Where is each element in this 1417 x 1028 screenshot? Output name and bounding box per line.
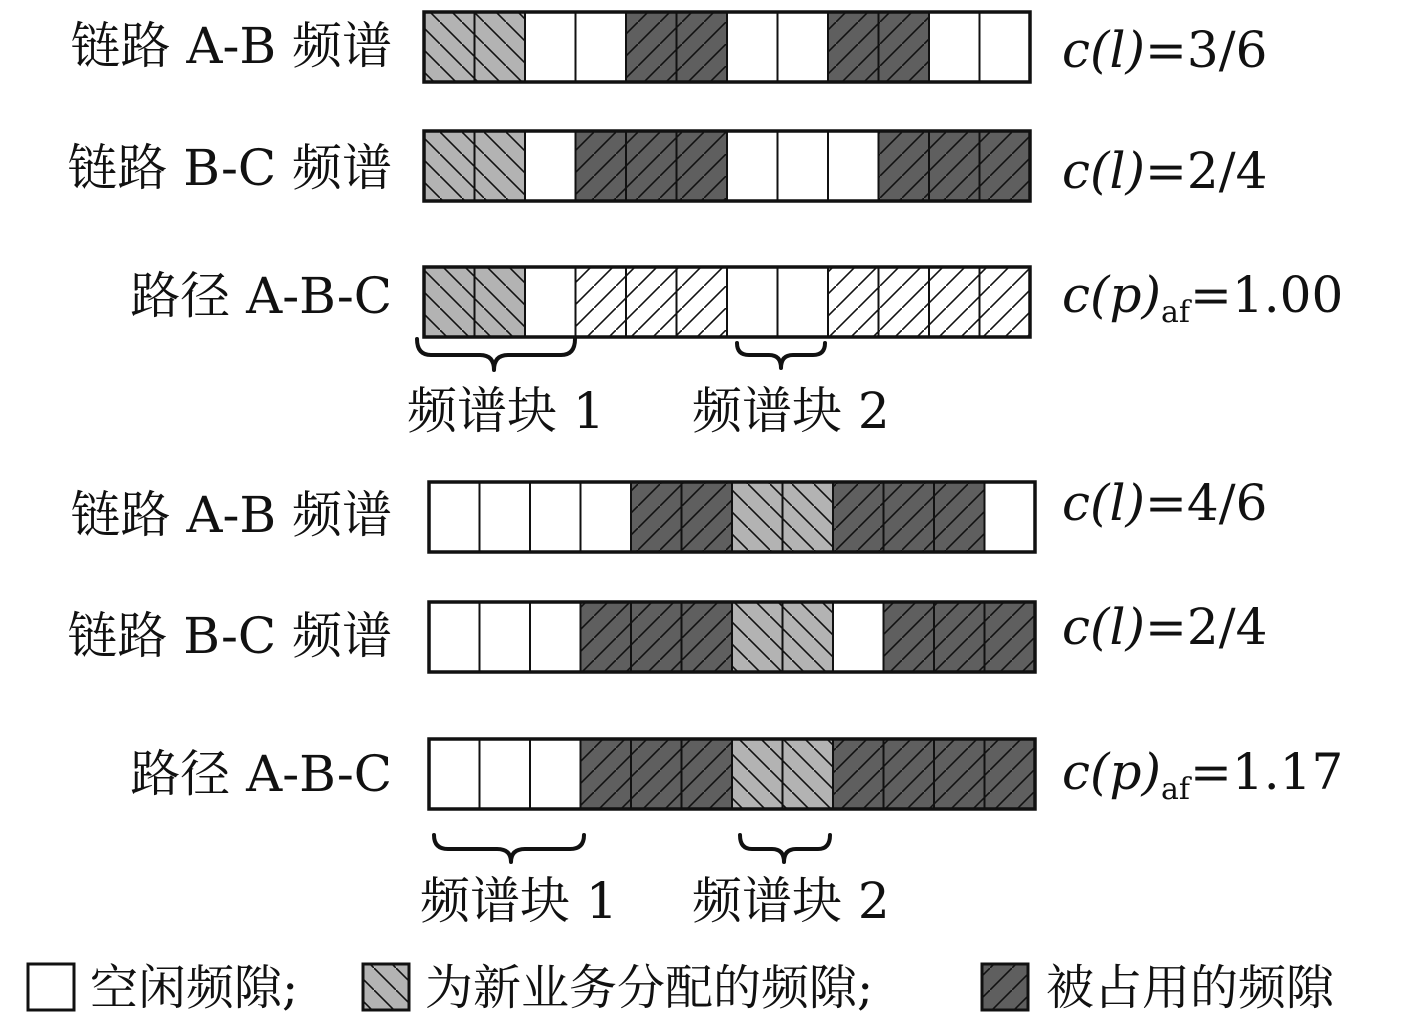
- free-slot: [581, 482, 632, 552]
- legend: [28, 960, 1335, 1016]
- new-allocation-slot-hatch: [783, 739, 834, 809]
- occupied-slot-hatch: [884, 602, 935, 672]
- free-slot: [530, 739, 581, 809]
- occupied-slot-hatch: [884, 482, 935, 552]
- row-label: 链路 B-C 频谱: [67, 139, 392, 197]
- link-metric: c(l)=3/6: [1062, 21, 1268, 79]
- occupied-slot-hatch: [677, 131, 728, 201]
- free-slot: [525, 267, 576, 337]
- occupied-slot-hatch: [985, 739, 1036, 809]
- legend-label-new: 为新业务分配的频隙;: [425, 960, 874, 1016]
- occupied-slot-hatch: [631, 602, 682, 672]
- free-slot: [778, 12, 829, 82]
- new-allocation-slot-hatch: [424, 267, 475, 337]
- free-slot: [480, 739, 531, 809]
- occupied-slot-hatch: [934, 602, 985, 672]
- occupied-slot-hatch: [985, 602, 1036, 672]
- free-slot: [985, 482, 1036, 552]
- free-slot: [525, 131, 576, 201]
- blocked-slot-hatch: [828, 267, 879, 337]
- blocked-slot-hatch: [929, 267, 980, 337]
- blocked-slot-hatch: [677, 267, 728, 337]
- link-metric: c(l)=4/6: [1062, 474, 1268, 532]
- free-slot: [429, 739, 480, 809]
- free-slot: [530, 602, 581, 672]
- occupied-slot-hatch: [980, 131, 1031, 201]
- new-allocation-slot-hatch: [783, 482, 834, 552]
- spectrum-bar-ab: [429, 482, 1035, 552]
- row-label: 路径 A-B-C: [130, 267, 392, 325]
- spectrum-bar-path: [424, 267, 1030, 337]
- occupied-slot-hatch: [626, 12, 677, 82]
- free-slot: [525, 12, 576, 82]
- occupied-slot-hatch: [631, 482, 682, 552]
- new-allocation-slot-hatch: [475, 267, 526, 337]
- occupied-slot-hatch: [682, 602, 733, 672]
- spectrum-bar-path: [429, 739, 1035, 809]
- legend-label-free: 空闲频隙;: [90, 960, 299, 1016]
- free-slot: [833, 602, 884, 672]
- free-slot: [980, 12, 1031, 82]
- block-label: 频谱块 1: [420, 872, 618, 930]
- free-slot: [929, 12, 980, 82]
- free-slot: [727, 131, 778, 201]
- row-label: 链路 B-C 频谱: [67, 607, 392, 665]
- row-label: 链路 A-B 频谱: [70, 486, 392, 544]
- free-slot: [778, 131, 829, 201]
- blocked-slot-hatch: [980, 267, 1031, 337]
- occupied-slot-hatch: [879, 131, 930, 201]
- free-slot: [828, 131, 879, 201]
- brace-block-2: [740, 835, 830, 862]
- blocked-slot-hatch: [879, 267, 930, 337]
- section-2: [67, 474, 1343, 930]
- blocked-slot-hatch: [576, 267, 627, 337]
- occupied-slot-hatch: [828, 12, 879, 82]
- spectrum-bar-ab: [424, 12, 1030, 82]
- occupied-slot-hatch: [682, 739, 733, 809]
- occupied-slot-hatch: [929, 131, 980, 201]
- block-label: 频谱块 2: [692, 872, 890, 930]
- path-metric: $c(p)_{af}=1.17$: [1062, 743, 1344, 807]
- block-label: 频谱块 2: [692, 382, 890, 440]
- occupied-slot-hatch: [934, 739, 985, 809]
- new-allocation-slot-hatch: [475, 12, 526, 82]
- section-1: [67, 12, 1343, 440]
- occupied-slot-hatch: [677, 12, 728, 82]
- new-allocation-slot-hatch: [424, 131, 475, 201]
- free-slot: [727, 12, 778, 82]
- brace-block-2: [737, 343, 825, 368]
- occupied-slot-hatch: [581, 602, 632, 672]
- link-metric: c(l)=2/4: [1062, 142, 1268, 200]
- brace-block-1: [434, 835, 584, 862]
- free-slot: [429, 602, 480, 672]
- new-allocation-slot-hatch: [732, 602, 783, 672]
- occupied-slot-hatch: [879, 12, 930, 82]
- free-slot: [429, 482, 480, 552]
- occupied-slot-hatch: [581, 739, 632, 809]
- free-slot: [480, 602, 531, 672]
- brace-block-1: [417, 339, 575, 370]
- path-metric: $c(p)_{af}=1.00$: [1062, 266, 1344, 330]
- occupied-slot-hatch: [934, 482, 985, 552]
- new-allocation-slot-hatch: [475, 131, 526, 201]
- link-metric: c(l)=2/4: [1062, 598, 1268, 656]
- occupied-slot-hatch: [833, 482, 884, 552]
- occupied-slot-hatch: [626, 131, 677, 201]
- new-allocation-slot-hatch: [783, 602, 834, 672]
- free-slot: [778, 267, 829, 337]
- spectrum-bar-bc: [424, 131, 1030, 201]
- spectrum-bar-bc: [429, 602, 1035, 672]
- row-label: 路径 A-B-C: [130, 745, 392, 803]
- block-label: 频谱块 1: [407, 382, 605, 440]
- occupied-slot-hatch: [631, 739, 682, 809]
- new-allocation-slot-hatch: [732, 482, 783, 552]
- legend-swatch-occupied-hatch: [982, 964, 1028, 1010]
- free-slot: [576, 12, 627, 82]
- legend-swatch-new-hatch: [363, 964, 409, 1010]
- new-allocation-slot-hatch: [732, 739, 783, 809]
- blocked-slot-hatch: [626, 267, 677, 337]
- row-label: 链路 A-B 频谱: [70, 17, 392, 75]
- free-slot: [727, 267, 778, 337]
- occupied-slot-hatch: [682, 482, 733, 552]
- occupied-slot-hatch: [576, 131, 627, 201]
- occupied-slot-hatch: [833, 739, 884, 809]
- free-slot: [530, 482, 581, 552]
- occupied-slot-hatch: [884, 739, 935, 809]
- legend-swatch-free: [28, 964, 74, 1010]
- free-slot: [480, 482, 531, 552]
- legend-label-occupied: 被占用的频隙: [1046, 960, 1335, 1016]
- new-allocation-slot-hatch: [424, 12, 475, 82]
